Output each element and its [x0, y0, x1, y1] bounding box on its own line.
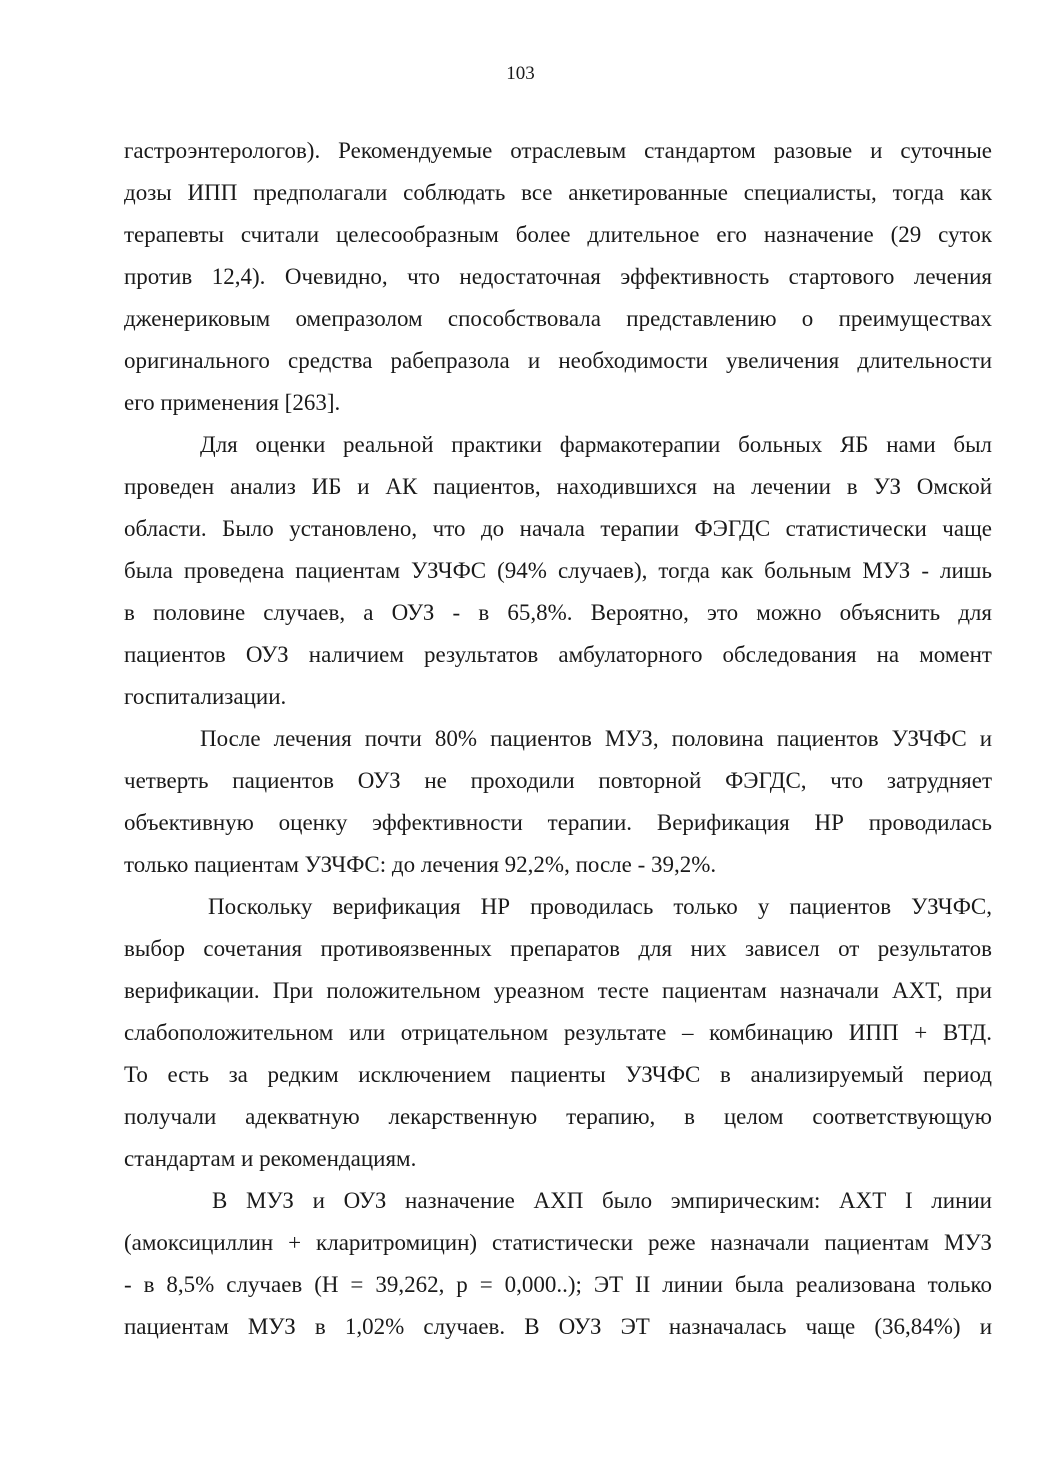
- paragraph-2: [124, 424, 992, 718]
- paragraph-3: [124, 718, 992, 886]
- paragraph-line: в половине случаев, а ОУЗ - в 65,8%. Вероятно, это можно объяснить для: [124, 600, 992, 625]
- document-body: [124, 130, 992, 1348]
- paragraph-line: области. Было установлено, что до начала терапии ФЭГДС статистически чаще: [124, 516, 992, 541]
- paragraph-line: его применения [263].: [124, 390, 341, 415]
- paragraph-line: - в 8,5% случаев (Н = 39,262, р = 0,000..); ЭТ II линии была реализована только: [124, 1272, 992, 1297]
- paragraph-line: проведен анализ ИБ и АК пациентов, находившихся на лечении в УЗ Омской: [124, 474, 992, 499]
- paragraph-line: слабоположительном или отрицательном результате – комбинацию ИПП + ВТД.: [124, 1020, 992, 1045]
- paragraph-1: [124, 130, 992, 424]
- paragraph-line: была проведена пациентам УЗЧФС (94% случаев), тогда как больным МУЗ - лишь: [124, 558, 992, 583]
- paragraph-line: Для оценки реальной практики фармакотерапии больных ЯБ нами был: [200, 432, 992, 457]
- paragraph-line: В МУЗ и ОУЗ назначение АХП было эмпирическим: АХТ I линии: [212, 1188, 992, 1213]
- paragraph-line: стандартам и рекомендациям.: [124, 1146, 417, 1171]
- paragraph-line: гастроэнтерологов). Рекомендуемые отраслевым стандартом разовые и суточные: [124, 138, 992, 163]
- paragraph-line: После лечения почти 80% пациентов МУЗ, половина пациентов УЗЧФС и: [200, 726, 992, 751]
- paragraph-line: против 12,4). Очевидно, что недостаточная эффективность стартового лечения: [124, 264, 992, 289]
- paragraph-line: То есть за редким исключением пациенты УЗЧФС в анализируемый период: [124, 1062, 992, 1087]
- paragraph-line: пациентов ОУЗ наличием результатов амбулаторного обследования на момент: [124, 642, 992, 667]
- paragraph-line: получали адекватную лекарственную терапию, в целом соответствующую: [124, 1104, 992, 1129]
- paragraph-line: оригинального средства рабепразола и необходимости увеличения длительности: [124, 348, 992, 373]
- paragraph-line: госпитализации.: [124, 684, 287, 709]
- paragraph-line: терапевты считали целесообразным более длительное его назначение (29 суток: [124, 222, 992, 247]
- paragraph-line: только пациентам УЗЧФС: до лечения 92,2%, после - 39,2%.: [124, 852, 717, 877]
- paragraph-line: объективную оценку эффективности терапии. Верификация НР проводилась: [124, 810, 992, 835]
- paragraph-5: [124, 1180, 992, 1348]
- paragraph-line: пациентам МУЗ в 1,02% случаев. В ОУЗ ЭТ назначалась чаще (36,84%) и: [124, 1314, 992, 1339]
- paragraph-4: [124, 886, 992, 1180]
- paragraph-line: верификации. При положительном уреазном тесте пациентам назначали АХТ, при: [124, 978, 992, 1003]
- paragraph-line: выбор сочетания противоязвенных препаратов для них зависел от результатов: [124, 936, 992, 961]
- paragraph-line: Поскольку верификация НР проводилась только у пациентов УЗЧФС,: [208, 894, 992, 919]
- paragraph-line: (амоксициллин + кларитромицин) статистически реже назначали пациентам МУЗ: [124, 1230, 992, 1255]
- page-number: 103: [506, 63, 535, 84]
- paragraph-line: четверть пациентов ОУЗ не проходили повторной ФЭГДС, что затрудняет: [124, 768, 992, 793]
- paragraph-line: дженериковым омепразолом способствовала представлению о преимуществах: [124, 306, 992, 331]
- paragraph-line: дозы ИПП предполагали соблюдать все анкетированные специалисты, тогда как: [124, 180, 992, 205]
